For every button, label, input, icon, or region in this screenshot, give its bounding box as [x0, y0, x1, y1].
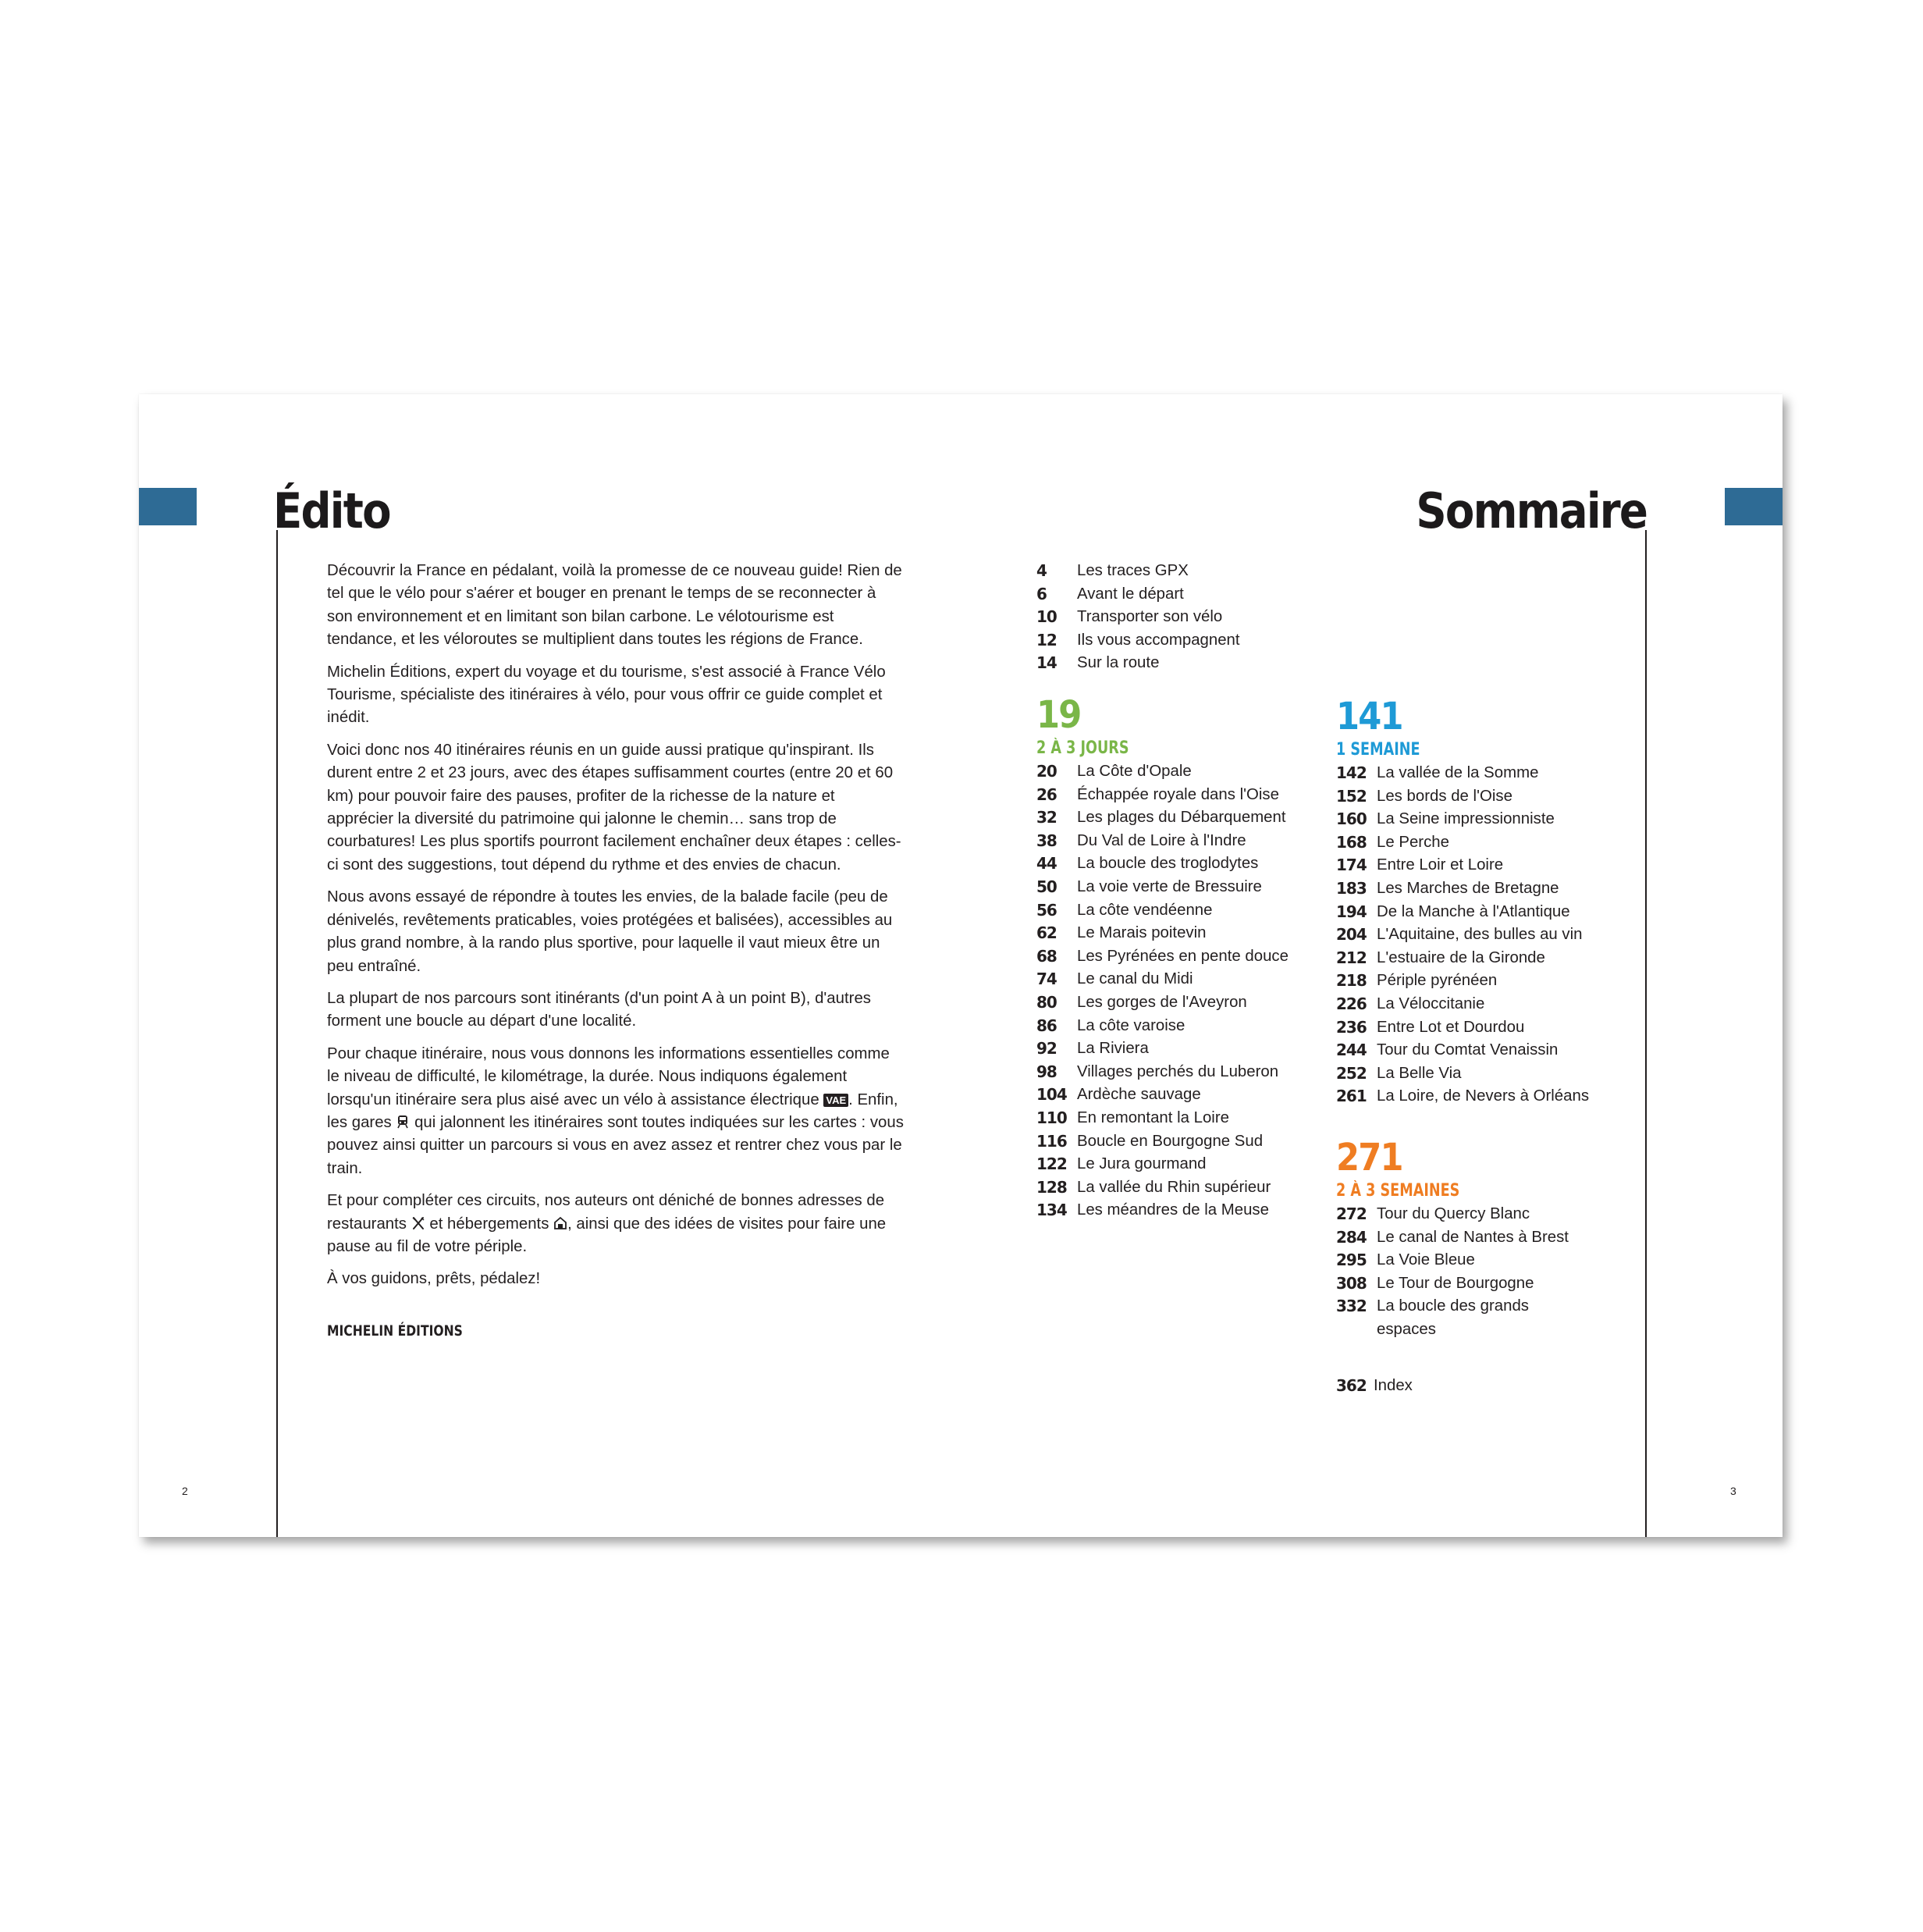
- toc-page-num: 272: [1336, 1204, 1367, 1223]
- book-spread: [139, 394, 1783, 1537]
- toc-title: Index: [1374, 1377, 1413, 1394]
- toc-entry[interactable]: [1036, 560, 1240, 583]
- edito-paragraph: À vos guidons, prêts, pédalez!: [327, 1270, 541, 1288]
- toc-page-num: 332: [1336, 1297, 1367, 1316]
- toc-entry[interactable]: [1336, 1062, 1589, 1086]
- toc-page-num: 226: [1336, 994, 1367, 1013]
- toc-title: Les gorges de l'Aveyron: [1077, 993, 1247, 1011]
- toc-title: Le canal de Nantes à Brest: [1377, 1228, 1569, 1246]
- toc-page-num: 174: [1336, 856, 1367, 875]
- toc-title: Du Val de Loire à l'Indre: [1077, 831, 1246, 849]
- toc-title: La côte varoise: [1077, 1016, 1185, 1034]
- accommodation-icon: [553, 1216, 567, 1230]
- toc-page-num: 62: [1036, 923, 1057, 943]
- toc-page-num: 86: [1036, 1016, 1057, 1035]
- toc-page-num: 122: [1036, 1155, 1067, 1174]
- toc-title: La Véloccitanie: [1377, 994, 1485, 1012]
- toc-page-num: 116: [1036, 1131, 1067, 1151]
- toc-page-num: 160: [1336, 809, 1367, 829]
- edito-paragraph: Voici donc nos 40 itinéraires réunis en un guide aussi pratique qu'inspirant. Ils durent entre 2 et 23 jours, avec des étapes suffisamment courtes (entre 20 et 60 km) pour pouvoir faire des pauses, profiter de la richesse de la nature et apprécier la diversité du patrimoine qui jalonne le chemin… sans trop de courbatures! Les plus sportifs pourront facilement enchaîner deux étapes : celles-ci sont des suggestions, tout dépend du rythme et des envies de chacun.: [327, 741, 901, 873]
- toc-page-num: 38: [1036, 831, 1057, 850]
- toc-entry[interactable]: [1036, 1153, 1289, 1176]
- toc-entry[interactable]: [1036, 652, 1240, 675]
- toc-entry[interactable]: [1036, 629, 1240, 653]
- toc-title: La boucle des grands espaces: [1377, 1297, 1529, 1338]
- toc-title: La voie verte de Bressuire: [1077, 877, 1262, 895]
- toc-title: La vallée de la Somme: [1377, 764, 1539, 781]
- toc-title: Le canal du Midi: [1077, 970, 1193, 988]
- toc-entry[interactable]: [1036, 1107, 1289, 1130]
- toc-page-num: 183: [1336, 878, 1367, 898]
- toc-page-num: 32: [1036, 808, 1057, 827]
- toc-title: Tour du Comtat Venaissin: [1377, 1041, 1559, 1059]
- toc-entry[interactable]: [1036, 991, 1289, 1015]
- section-label: 2 À 3 SEMAINES: [1336, 1181, 1460, 1201]
- toc-title: Entre Lot et Dourdou: [1377, 1018, 1525, 1036]
- toc-page-num: 74: [1036, 970, 1057, 989]
- toc-entry[interactable]: [1336, 1039, 1589, 1062]
- edito-text: . Enfin, les gares: [327, 1091, 898, 1131]
- toc-title: Ils vous accompagnent: [1077, 631, 1240, 649]
- left-color-tab: [139, 488, 197, 525]
- toc-entry[interactable]: [1336, 1272, 1569, 1296]
- toc-page-num: 134: [1036, 1201, 1067, 1220]
- toc-page-num: 236: [1336, 1017, 1367, 1037]
- toc-intro-list: [1036, 560, 1240, 675]
- toc-title: Le Jura gourmand: [1077, 1155, 1207, 1173]
- edito-paragraph: La plupart de nos parcours sont itinérants (d'un point A à un point B), d'autres forment une boucle au départ d'une localité.: [327, 989, 871, 1030]
- toc-entry[interactable]: [1336, 1226, 1569, 1250]
- toc-title: Les Pyrénées en pente douce: [1077, 947, 1289, 965]
- toc-entry[interactable]: [1036, 945, 1289, 969]
- toc-page-num: 252: [1336, 1063, 1367, 1083]
- toc-title: La Riviera: [1077, 1040, 1149, 1058]
- toc-entry[interactable]: [1036, 922, 1289, 945]
- toc-entry[interactable]: [1336, 1375, 1413, 1398]
- toc-entry[interactable]: [1036, 1083, 1289, 1107]
- right-rule: [1645, 530, 1647, 1537]
- section-page-number[interactable]: 19: [1036, 693, 1081, 737]
- toc-entry[interactable]: [1036, 830, 1289, 853]
- toc-title: Les plages du Débarquement: [1077, 809, 1286, 827]
- toc-title: Tour du Quercy Blanc: [1377, 1205, 1530, 1222]
- toc-page-num: 14: [1036, 653, 1057, 673]
- toc-page-num: 4: [1036, 561, 1047, 580]
- toc-entry[interactable]: [1336, 1203, 1569, 1226]
- edito-text: , ainsi que des idées de visites pour faire une pause au fil de votre périple.: [327, 1215, 887, 1255]
- toc-title: Villages perchés du Luberon: [1077, 1062, 1279, 1080]
- toc-list: [1036, 760, 1289, 1222]
- toc-entry[interactable]: [1036, 1037, 1289, 1061]
- toc-page-num: 204: [1336, 925, 1367, 945]
- toc-entry[interactable]: [1036, 583, 1240, 607]
- toc-page-num: 50: [1036, 877, 1057, 896]
- toc-page-num: 168: [1336, 832, 1367, 852]
- toc-title: Échappée royale dans l'Oise: [1077, 785, 1279, 803]
- toc-section-2-3-semaines: [1336, 1136, 1569, 1342]
- toc-page-num: 26: [1036, 785, 1057, 804]
- toc-index: [1336, 1375, 1413, 1398]
- page-number-right: 3: [1730, 1485, 1736, 1497]
- toc-title: De la Manche à l'Atlantique: [1377, 902, 1570, 920]
- toc-page-num: 142: [1336, 763, 1367, 782]
- toc-page-num: 284: [1336, 1227, 1367, 1247]
- toc-title: L'Aquitaine, des bulles au vin: [1377, 926, 1583, 944]
- toc-page-num: 6: [1036, 584, 1047, 603]
- toc-title: La Voie Bleue: [1377, 1251, 1475, 1269]
- edito-paragraph: Michelin Éditions, expert du voyage et du tourisme, s'est associé à France Vélo Tourisme, spécialiste des itinéraires à vélo, pour vous offrir ce guide complet et inédit.: [327, 663, 886, 727]
- toc-page-num: 128: [1036, 1177, 1067, 1197]
- toc-title: Les méandres de la Meuse: [1077, 1201, 1269, 1219]
- toc-title: Boucle en Bourgogne Sud: [1077, 1132, 1264, 1150]
- toc-entry[interactable]: [1036, 760, 1289, 784]
- section-label: 1 SEMAINE: [1336, 740, 1420, 760]
- toc-title: En remontant la Loire: [1077, 1108, 1229, 1126]
- toc-page-num: 261: [1336, 1087, 1367, 1106]
- toc-entry[interactable]: [1036, 852, 1289, 876]
- toc-list: [1336, 1203, 1569, 1342]
- toc-section-1-semaine: [1336, 695, 1589, 1108]
- toc-page-num: 308: [1336, 1273, 1367, 1293]
- toc-entry[interactable]: [1336, 993, 1589, 1016]
- toc-entry[interactable]: [1336, 762, 1589, 785]
- toc-title: L'estuaire de la Gironde: [1377, 948, 1545, 966]
- toc-title: Entre Loir et Loire: [1377, 856, 1504, 874]
- toc-entry[interactable]: [1036, 876, 1289, 899]
- toc-page-num: 12: [1036, 630, 1057, 649]
- toc-entry[interactable]: [1036, 968, 1289, 991]
- edito-paragraph: Découvrir la France en pédalant, voilà la promesse de ce nouveau guide! Rien de tel que le vélo pour s'aérer et bouger en prenant le temps de se reconnecter à son environnement et en limitant son bilan carbone. Le vélotourisme est tendance, et les véloroutes se multiplient dans toutes les régions de France.: [327, 562, 902, 649]
- toc-title: La boucle des troglodytes: [1077, 855, 1259, 873]
- toc-page-num: 68: [1036, 946, 1057, 966]
- toc-title: La Seine impressionniste: [1377, 810, 1555, 828]
- edito-body: [327, 560, 905, 1340]
- toc-entry[interactable]: [1336, 877, 1589, 901]
- toc-entry[interactable]: [1036, 784, 1289, 807]
- toc-page-num: 194: [1336, 902, 1367, 921]
- edito-paragraph: [327, 1043, 905, 1180]
- toc-entry[interactable]: [1036, 1061, 1289, 1084]
- edito-text: Pour chaque itinéraire, nous vous donnons les informations essentielles comme le niveau de difficulté, le kilométrage, la durée. Nous indiquons également lorsqu'un itinéraire sera plus aisé avec un vélo à assistance électrique: [327, 1044, 890, 1108]
- toc-page-num: 10: [1036, 607, 1057, 627]
- toc-page-num: 110: [1036, 1108, 1067, 1127]
- toc-entry[interactable]: [1036, 606, 1240, 629]
- toc-page-num: 20: [1036, 762, 1057, 781]
- toc-entry[interactable]: [1336, 901, 1589, 924]
- toc-entry[interactable]: [1336, 970, 1589, 993]
- left-rule: [276, 530, 278, 1537]
- toc-entry[interactable]: [1336, 947, 1589, 970]
- toc-entry[interactable]: [1336, 1016, 1589, 1040]
- right-color-tab: [1725, 488, 1783, 525]
- toc-page-num: 92: [1036, 1039, 1057, 1059]
- toc-title: Transporter son vélo: [1077, 608, 1223, 626]
- toc-entry[interactable]: [1036, 1176, 1289, 1200]
- toc-title: La Côte d'Opale: [1077, 763, 1192, 780]
- toc-page-num: 44: [1036, 854, 1057, 873]
- toc-page-num: 104: [1036, 1085, 1067, 1105]
- toc-page-num: 212: [1336, 948, 1367, 967]
- toc-title: La Loire, de Nevers à Orléans: [1377, 1087, 1590, 1105]
- section-label: 2 À 3 JOURS: [1036, 738, 1129, 758]
- toc-entry[interactable]: [1036, 1199, 1289, 1222]
- edito-text: et hébergements: [429, 1215, 549, 1233]
- toc-title: Les bords de l'Oise: [1377, 787, 1512, 805]
- toc-page-num: 152: [1336, 786, 1367, 806]
- toc-list: [1336, 762, 1589, 1108]
- toc-entry[interactable]: [1036, 1015, 1289, 1038]
- toc-entry[interactable]: [1036, 806, 1289, 830]
- toc-entry[interactable]: [1336, 831, 1589, 855]
- toc-entry[interactable]: [1336, 1249, 1569, 1272]
- toc-section-2-3-jours: [1036, 693, 1289, 1222]
- page-number-left: 2: [182, 1485, 188, 1497]
- toc-page-num: 218: [1336, 971, 1367, 991]
- toc-entry[interactable]: [1336, 808, 1589, 831]
- edito-paragraph: Nous avons essayé de répondre à toutes les envies, de la balade facile (peu de dénivelés, revêtements praticables, voies protégées et balisées), accessibles au plus grand nombre, à la rando plus sportive, pour laquelle il vaut mieux être un peu entraîné.: [327, 888, 893, 975]
- edito-paragraph: [327, 1190, 905, 1258]
- toc-title: Le Marais poitevin: [1077, 924, 1207, 942]
- toc-title: Les Marches de Bretagne: [1377, 879, 1559, 897]
- toc-title: Le Tour de Bourgogne: [1377, 1274, 1534, 1292]
- toc-title: Périple pyrénéen: [1377, 972, 1498, 990]
- toc-page-num: 295: [1336, 1251, 1367, 1270]
- edito-signature: MICHELIN ÉDITIONS: [327, 1322, 463, 1340]
- toc-entry[interactable]: [1336, 1295, 1569, 1341]
- toc-page-num: 362: [1336, 1376, 1367, 1395]
- toc-entry[interactable]: [1336, 923, 1589, 947]
- toc-title: Le Perche: [1377, 833, 1449, 851]
- vae-badge: VAE: [823, 1094, 848, 1107]
- toc-page-num: 56: [1036, 900, 1057, 920]
- edito-title: Édito: [273, 482, 390, 539]
- toc-title: La Belle Via: [1377, 1064, 1462, 1082]
- toc-title: Ardèche sauvage: [1077, 1086, 1201, 1104]
- restaurant-icon: [411, 1216, 425, 1230]
- toc-title: Avant le départ: [1077, 585, 1184, 603]
- toc-entry[interactable]: [1336, 854, 1589, 877]
- toc-title: La vallée du Rhin supérieur: [1077, 1178, 1271, 1196]
- toc-entry[interactable]: [1336, 1085, 1589, 1108]
- toc-entry[interactable]: [1336, 785, 1589, 809]
- toc-title: La côte vendéenne: [1077, 901, 1213, 919]
- toc-title: Les traces GPX: [1077, 562, 1189, 579]
- toc-entry[interactable]: [1036, 899, 1289, 923]
- sommaire-title: Sommaire: [1416, 482, 1647, 539]
- toc-page-num: 244: [1336, 1041, 1367, 1060]
- toc-title: Sur la route: [1077, 654, 1160, 672]
- section-page-number[interactable]: 141: [1336, 695, 1402, 738]
- section-page-number[interactable]: 271: [1336, 1136, 1402, 1179]
- toc-page-num: 98: [1036, 1062, 1057, 1081]
- edito-text: Et pour compléter ces circuits, nos auteurs ont déniché de bonnes adresses de restaurants: [327, 1192, 885, 1233]
- edito-text: qui jalonnent les itinéraires sont toutes indiquées sur les cartes : vous pouvez ainsi quitter un parcours si vous en avez assez et rentrer chez vous par le train.: [327, 1113, 904, 1177]
- train-station-icon: [396, 1115, 410, 1129]
- toc-entry[interactable]: [1036, 1130, 1289, 1154]
- toc-page-num: 80: [1036, 992, 1057, 1012]
